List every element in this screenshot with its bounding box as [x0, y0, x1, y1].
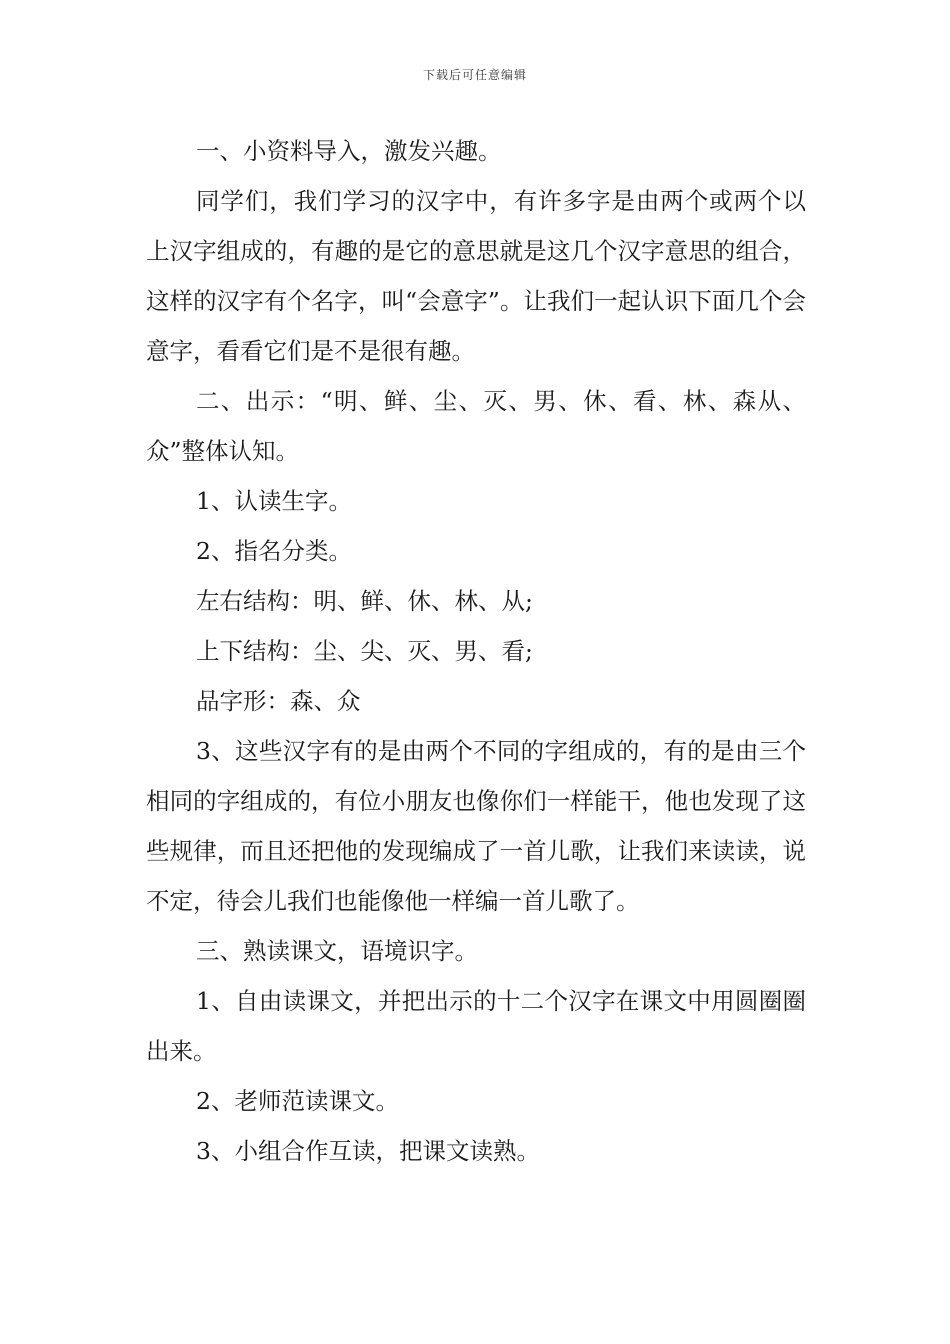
list-item-read: 1、认读生字。 — [196, 487, 352, 515]
section-heading-3: 三、熟读课文，语境识字。 — [196, 937, 478, 965]
category-top-bottom: 上下结构：尘、尖、灭、男、看; — [196, 637, 533, 665]
list-item-classify: 2、指名分类。 — [196, 537, 352, 565]
category-pin-shape: 品字形：森、众 — [196, 687, 361, 715]
list-item-group-read: 3、小组合作互读，把课文读熟。 — [196, 1137, 540, 1165]
paragraph-rules: 3、这些汉字有的是由两个不同的字组成的，有的是由三个相同的字组成的，有位小朋友也像你们一样能干，他也发现了这些规律，而且还把他的发现编成了一首儿歌，让我们来读读，说不定，待会儿我们也能像他一样编一首儿歌了。 — [146, 737, 806, 915]
paragraph-intro: 同学们，我们学习的汉字中，有许多字是由两个或两个以上汉字组成的，有趣的是它的意思就是这几个汉字意思的组合，这样的汉字有个名字，叫“会意字”。让我们一起认识下面几个会意字，看看它们是不是很有趣。 — [146, 187, 806, 365]
section-heading-2: 二、出示：“明、鲜、尘、灭、男、休、看、林、森从、众”整体认知。 — [146, 387, 806, 465]
list-item-free-read: 1、自由读课文，并把出示的十二个汉字在课文中用圆圈圈出来。 — [146, 987, 806, 1065]
category-left-right: 左右结构：明、鲜、休、林、从; — [196, 587, 533, 615]
list-item-teacher-read: 2、老师范读课文。 — [196, 1087, 399, 1115]
page-header: 下载后可任意编辑 — [422, 68, 527, 82]
section-heading-1: 一、小资料导入，激发兴趣。 — [196, 137, 502, 165]
document-body — [146, 126, 806, 1176]
